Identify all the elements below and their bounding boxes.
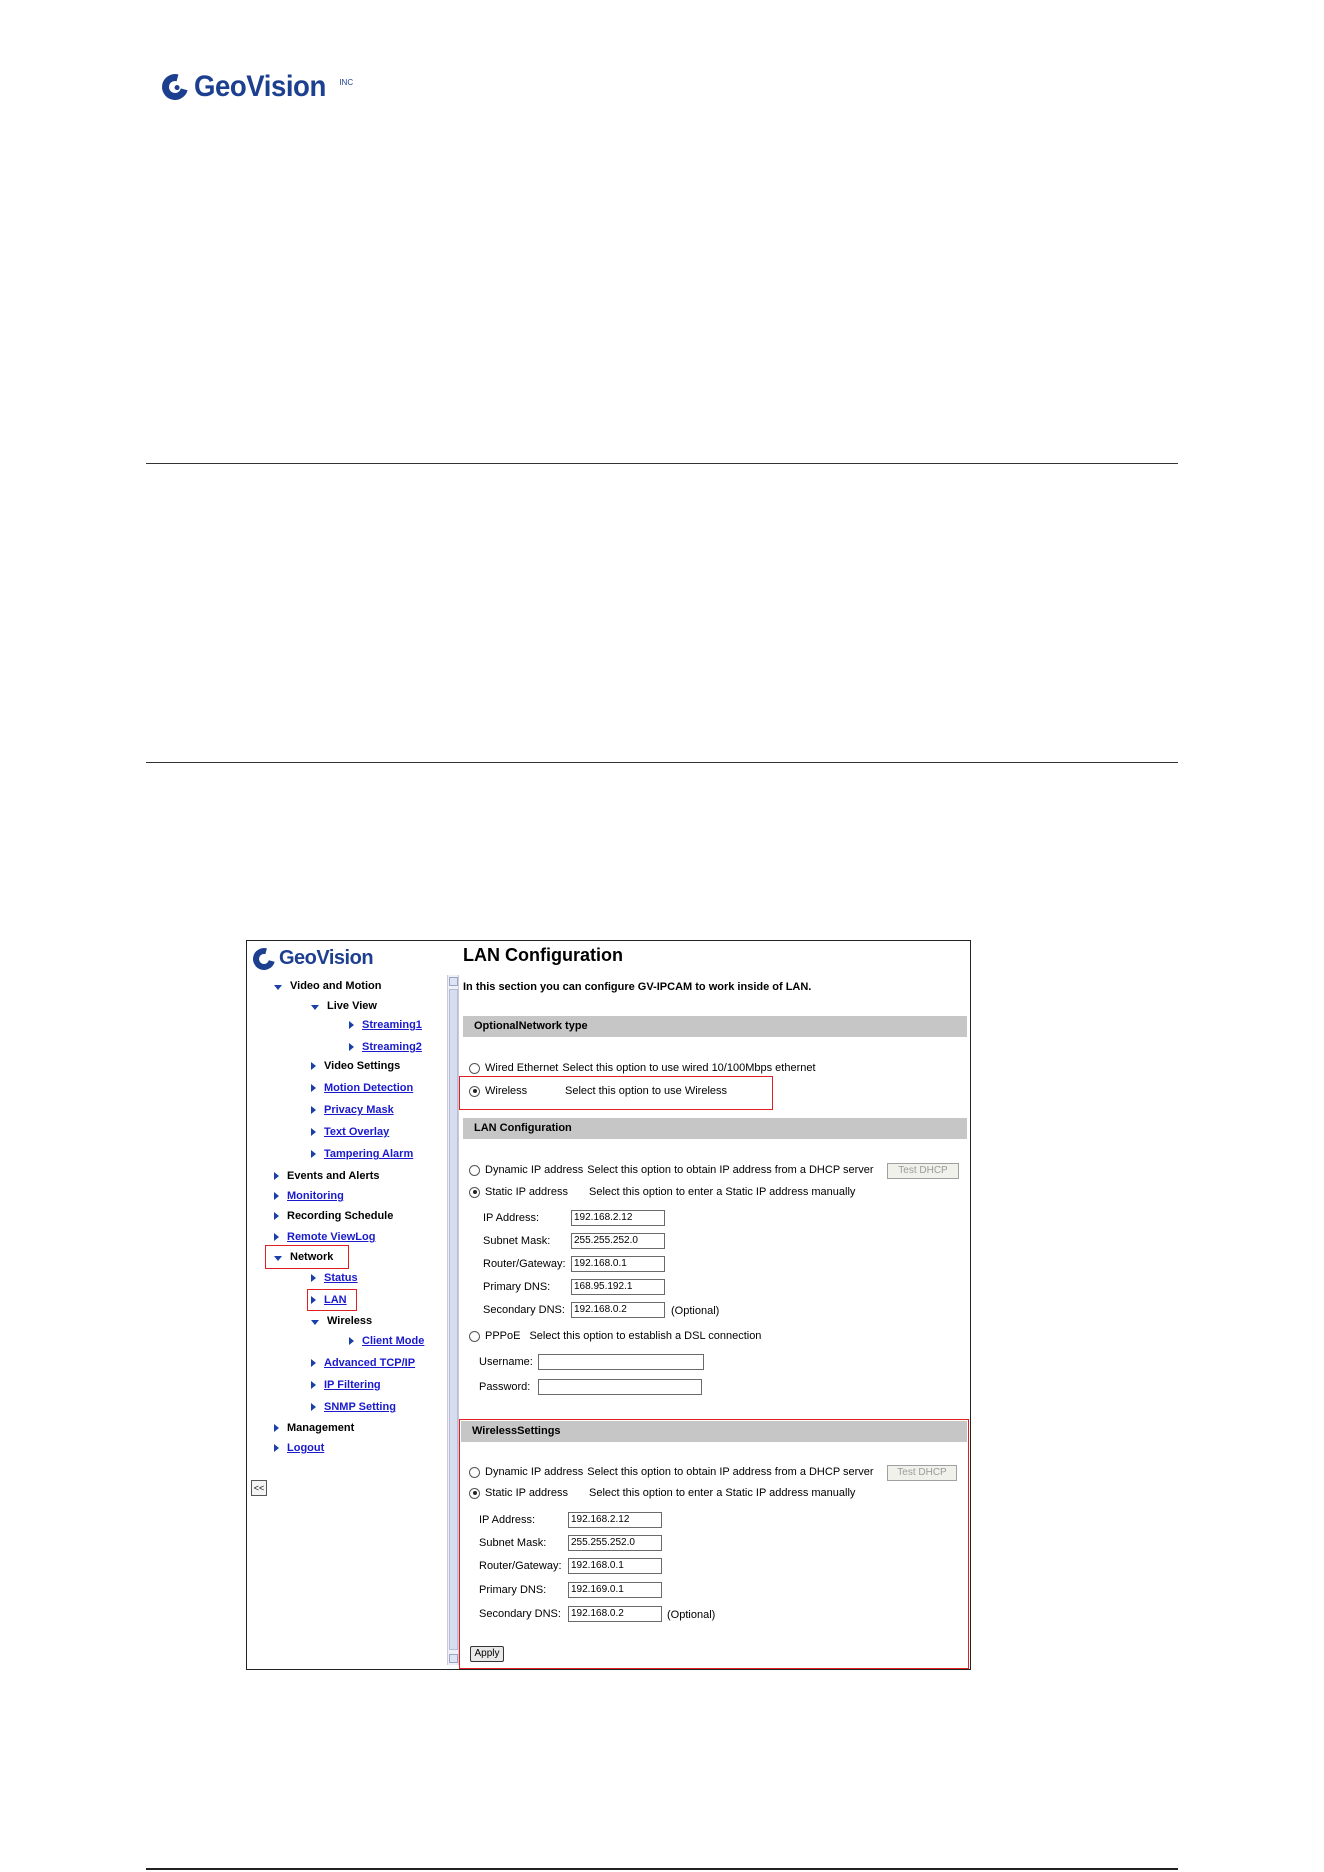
wireless-static-ip-radio[interactable] <box>469 1488 480 1499</box>
chevron-right-icon <box>311 1381 316 1389</box>
sidebar-item-wireless[interactable]: Wireless <box>311 1315 372 1327</box>
app-logo-text: GeoVision <box>279 947 374 969</box>
document-logo <box>162 70 353 104</box>
document-logo-text: GeoVision <box>194 70 326 103</box>
document-logo-mark: INC <box>339 77 354 87</box>
lan-subnet-mask-input[interactable]: 255.255.252.0 <box>571 1233 665 1249</box>
chevron-right-icon <box>274 1212 279 1220</box>
chevron-right-icon <box>311 1150 316 1158</box>
geovision-logo-icon <box>157 69 193 105</box>
sidebar-item-privacy-mask[interactable]: Privacy Mask <box>311 1104 394 1116</box>
chevron-down-icon <box>274 985 282 990</box>
wireless-label: Wireless <box>485 1085 528 1097</box>
sidebar-item-status[interactable]: Status <box>311 1272 358 1284</box>
wired-ethernet-option[interactable] <box>469 1062 816 1074</box>
lan-static-ip-desc: Select this option to enter a Static IP address manually <box>589 1186 856 1198</box>
document-footer-rule <box>146 1868 1178 1870</box>
lan-ip-address-label: IP Address: <box>483 1212 540 1224</box>
chevron-right-icon <box>311 1359 316 1367</box>
wireless-dynamic-ip-label: Dynamic IP address <box>485 1466 584 1478</box>
pppoe-label: PPPoE <box>485 1330 521 1342</box>
sidebar-item-video-settings[interactable]: Video Settings <box>311 1060 400 1072</box>
lan-ip-address-input[interactable]: 192.168.2.12 <box>571 1210 665 1226</box>
chevron-right-icon <box>311 1274 316 1282</box>
sidebar-item-monitoring[interactable]: Monitoring <box>274 1190 344 1202</box>
lan-dynamic-ip-option[interactable] <box>469 1164 874 1176</box>
chevron-right-icon <box>311 1403 316 1411</box>
chevron-right-icon <box>349 1337 354 1345</box>
network-highlight-box <box>265 1245 349 1269</box>
wireless-router-gateway-label: Router/Gateway: <box>479 1560 562 1572</box>
chevron-right-icon <box>349 1043 354 1051</box>
chevron-right-icon <box>274 1172 279 1180</box>
sidebar-item-tampering-alarm[interactable]: Tampering Alarm <box>311 1148 413 1160</box>
network-type-header: OptionalNetwork type <box>463 1016 967 1037</box>
lan-optional-note: (Optional) <box>671 1305 720 1317</box>
wireless-dynamic-ip-desc: Select this option to obtain IP address from a DHCP server <box>587 1466 874 1478</box>
lan-subnet-mask-label: Subnet Mask: <box>483 1235 551 1247</box>
wireless-primary-dns-label: Primary DNS: <box>479 1584 547 1596</box>
document-divider-top <box>146 463 1178 464</box>
wireless-secondary-dns-input[interactable]: 192.168.0.2 <box>568 1606 662 1622</box>
wireless-static-ip-label: Static IP address <box>485 1487 568 1499</box>
sidebar-item-client-mode[interactable]: Client Mode <box>349 1335 424 1347</box>
pppoe-password-label: Password: <box>479 1381 531 1393</box>
sidebar-item-motion-detection[interactable]: Motion Detection <box>311 1082 413 1094</box>
pppoe-password-input[interactable] <box>538 1379 702 1395</box>
sidebar-item-management[interactable]: Management <box>274 1422 354 1434</box>
wired-ethernet-desc: Select this option to use wired 10/100Mbps ethernet <box>562 1062 816 1074</box>
sidebar-item-advanced-tcp-ip[interactable]: Advanced TCP/IP <box>311 1357 415 1369</box>
chevron-down-icon <box>311 1320 319 1325</box>
chevron-right-icon <box>274 1424 279 1432</box>
wireless-dynamic-ip-radio[interactable] <box>469 1467 480 1478</box>
sidebar-item-lan[interactable]: LAN <box>311 1294 347 1306</box>
sidebar-item-streaming2[interactable]: Streaming2 <box>349 1041 422 1053</box>
lan-test-dhcp-button[interactable]: Test DHCP <box>887 1163 959 1179</box>
sidebar <box>247 941 447 1669</box>
chevron-right-icon <box>311 1062 316 1070</box>
lan-router-gateway-label: Router/Gateway: <box>483 1258 566 1270</box>
sidebar-item-remote-viewlog[interactable]: Remote ViewLog <box>274 1231 375 1243</box>
lan-dynamic-ip-label: Dynamic IP address <box>485 1164 584 1176</box>
lan-primary-dns-input[interactable]: 168.95.192.1 <box>571 1279 665 1295</box>
scroll-down-arrow-icon[interactable] <box>449 1654 458 1663</box>
pppoe-desc: Select this option to establish a DSL connection <box>529 1330 762 1342</box>
chevron-down-icon <box>311 1005 319 1010</box>
collapse-sidebar-button[interactable]: << <box>251 1480 267 1496</box>
chevron-right-icon <box>274 1233 279 1241</box>
sidebar-item-video-and-motion[interactable]: Video and Motion <box>274 980 381 992</box>
wireless-optional-note: (Optional) <box>667 1609 716 1621</box>
lan-dynamic-ip-radio[interactable] <box>469 1165 480 1176</box>
lan-static-ip-label: Static IP address <box>485 1186 568 1198</box>
chevron-right-icon <box>311 1128 316 1136</box>
pppoe-radio[interactable] <box>469 1331 480 1342</box>
chevron-right-icon <box>274 1444 279 1452</box>
wireless-ip-address-input[interactable]: 192.168.2.12 <box>568 1512 662 1528</box>
wireless-static-ip-option[interactable] <box>469 1487 855 1499</box>
geovision-logo-icon <box>249 943 279 973</box>
sidebar-item-events-and-alerts[interactable]: Events and Alerts <box>274 1170 380 1182</box>
page-intro: In this section you can configure GV-IPCAM to work inside of LAN. <box>463 981 812 993</box>
scroll-up-arrow-icon[interactable] <box>449 977 458 986</box>
lan-secondary-dns-label: Secondary DNS: <box>483 1304 565 1316</box>
wireless-settings-header: WirelessSettings <box>461 1421 967 1442</box>
pppoe-username-input[interactable] <box>538 1354 704 1370</box>
app-logo <box>253 947 373 970</box>
sidebar-item-live-view[interactable]: Live View <box>311 1000 377 1012</box>
wireless-static-ip-desc: Select this option to enter a Static IP address manually <box>589 1487 856 1499</box>
wireless-test-dhcp-button[interactable]: Test DHCP <box>887 1465 957 1481</box>
wireless-router-gateway-input[interactable]: 192.168.0.1 <box>568 1558 662 1574</box>
lan-static-ip-radio[interactable] <box>469 1187 480 1198</box>
lan-configuration-header: LAN Configuration <box>463 1118 967 1139</box>
sidebar-item-ip-filtering[interactable]: IP Filtering <box>311 1379 381 1391</box>
wireless-option-highlight-box <box>459 1076 773 1110</box>
wireless-ip-address-label: IP Address: <box>479 1514 536 1526</box>
sidebar-item-network[interactable]: Network <box>274 1251 333 1263</box>
wireless-subnet-mask-input[interactable]: 255.255.252.0 <box>568 1535 662 1551</box>
lan-highlight-box <box>307 1289 357 1311</box>
wired-ethernet-label: Wired Ethernet <box>485 1062 559 1074</box>
wireless-desc: Select this option to use Wireless <box>565 1085 728 1097</box>
pppoe-option[interactable] <box>469 1330 761 1342</box>
main-content <box>461 941 969 1669</box>
apply-button[interactable]: Apply <box>470 1646 504 1662</box>
chevron-right-icon <box>311 1106 316 1114</box>
chevron-right-icon <box>274 1192 279 1200</box>
scrollbar-thumb[interactable] <box>449 989 458 1650</box>
document-divider-middle <box>146 762 1178 763</box>
pppoe-username-label: Username: <box>479 1356 533 1368</box>
lan-router-gateway-input[interactable]: 192.168.0.1 <box>571 1256 665 1272</box>
sidebar-item-streaming1[interactable]: Streaming1 <box>349 1019 422 1031</box>
page-title: LAN Configuration <box>463 945 623 965</box>
sidebar-item-recording-schedule[interactable]: Recording Schedule <box>274 1210 393 1222</box>
lan-secondary-dns-input[interactable]: 192.168.0.2 <box>571 1302 665 1318</box>
chevron-right-icon <box>311 1084 316 1092</box>
sidebar-item-text-overlay[interactable]: Text Overlay <box>311 1126 389 1138</box>
wireless-primary-dns-input[interactable]: 192.169.0.1 <box>568 1582 662 1598</box>
lan-static-ip-option[interactable] <box>469 1186 855 1198</box>
wired-ethernet-radio[interactable] <box>469 1063 480 1074</box>
lan-configuration-screenshot <box>246 940 971 1670</box>
sidebar-item-snmp-setting[interactable]: SNMP Setting <box>311 1401 396 1413</box>
wireless-secondary-dns-label: Secondary DNS: <box>479 1608 561 1620</box>
wireless-subnet-mask-label: Subnet Mask: <box>479 1537 547 1549</box>
lan-primary-dns-label: Primary DNS: <box>483 1281 551 1293</box>
sidebar-item-logout[interactable]: Logout <box>274 1442 324 1454</box>
vertical-scrollbar[interactable] <box>447 975 459 1665</box>
wireless-dynamic-ip-option[interactable] <box>469 1466 874 1478</box>
lan-dynamic-ip-desc: Select this option to obtain IP address from a DHCP server <box>587 1164 874 1176</box>
chevron-right-icon <box>349 1021 354 1029</box>
